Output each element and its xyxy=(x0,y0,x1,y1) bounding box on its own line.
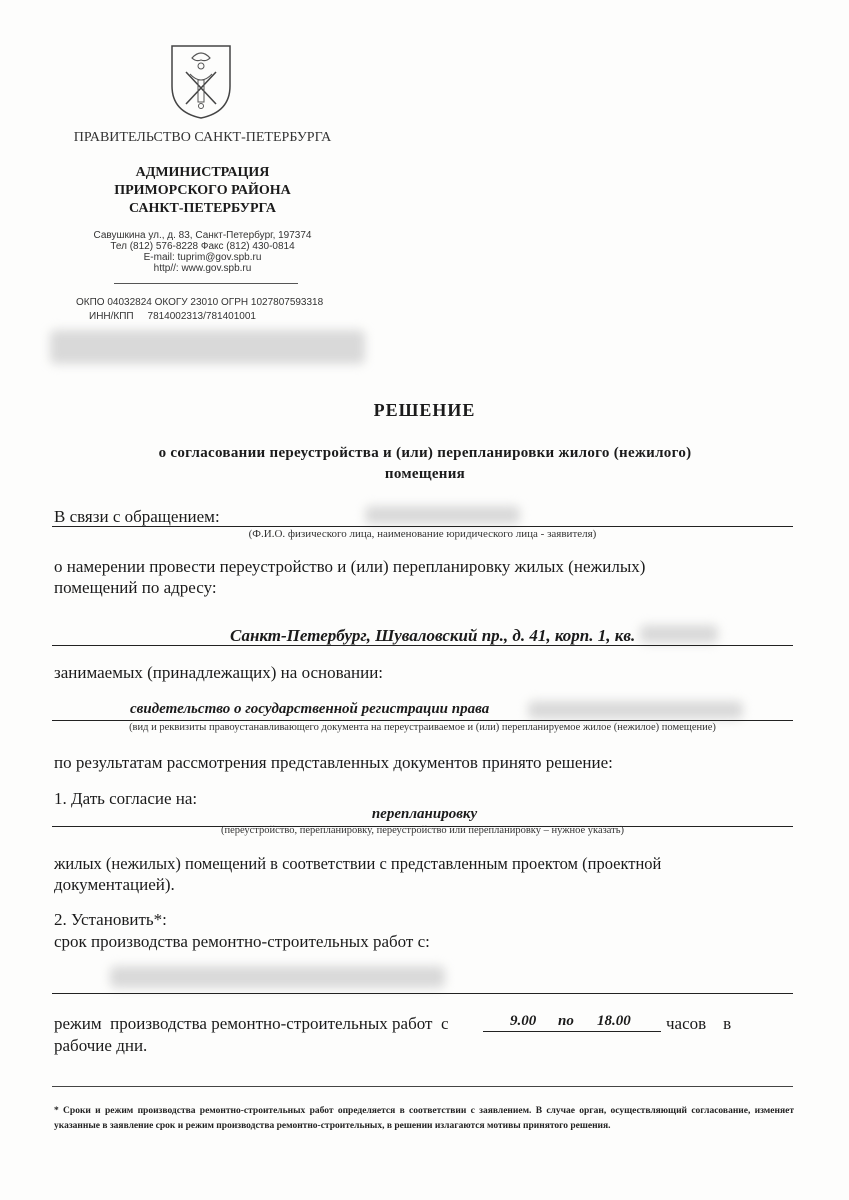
consent-value: перепланировку xyxy=(371,806,478,822)
premises-line1: жилых (нежилых) помещений в соответствии с представленным проектом (проектной xyxy=(54,854,662,873)
basis-value: свидетельство о государственной регистрации права xyxy=(130,701,490,717)
basis-label: занимаемых (принадлежащих) на основании: xyxy=(54,663,384,682)
period-line xyxy=(52,993,793,994)
basis-line xyxy=(52,720,793,721)
appeal-label: В связи с обращением: xyxy=(54,507,220,526)
intent-line1: о намерении провести переустройство и (или) перепланировку жилых (нежилых) xyxy=(54,557,646,576)
subtitle-line1: о согласовании переустройства и (или) перепланировки жилого (нежилого) xyxy=(158,445,692,461)
basis-caption: (вид и реквизиты правоустанавливающего документа на переустраиваемое и (или) перепланируемое жилое (нежилое) помещение) xyxy=(129,722,716,733)
mode-line2: рабочие дни. xyxy=(54,1036,148,1055)
document-title: РЕШЕНИЕ xyxy=(373,400,476,420)
header-divider xyxy=(114,283,298,284)
administration-title xyxy=(40,164,365,218)
inn-kpp: ИНН/КПП 7814002313/781401001 xyxy=(89,311,256,322)
address-text: Савушкина ул., д. 83, Санкт-Петербург, 197374 xyxy=(93,230,312,241)
mode-from: 9.00 xyxy=(510,1013,537,1029)
email-text: E-mail: tuprim@gov.spb.ru xyxy=(143,252,262,263)
redacted-applicant xyxy=(365,506,520,524)
subtitle-line2: помещения xyxy=(384,466,466,482)
phone-text: Тел (812) 576-8228 Факс (812) 430-0814 xyxy=(110,241,295,252)
contact-block xyxy=(40,230,365,274)
address-value: Санкт-Петербург, Шуваловский пр., д. 41, корп. 1, кв. xyxy=(230,626,636,645)
footnote: * Сроки и режим производства ремонтно-строительных работ определяется в соответствии с заявлением. В случае орган, осуществляющий согласование, изменяет указанные в заявление срок и режим производства ремонтно-строительных, в решении излагаются мотивы принятого решения. xyxy=(54,1106,794,1131)
intent-line2: помещений по адресу: xyxy=(54,578,217,597)
redacted-apartment xyxy=(640,625,718,643)
footnote-divider xyxy=(52,1086,793,1087)
consent-caption: (переустройство, перепланировку, переустройство или перепланировку – нужное указать) xyxy=(220,825,625,836)
mode-suffix: часов в xyxy=(666,1014,732,1033)
period-label: срок производства ремонтно-строительных работ с: xyxy=(54,932,430,951)
address-line xyxy=(52,645,793,646)
redacted-certificate xyxy=(528,701,743,719)
redacted-block xyxy=(50,330,365,364)
admin-line3: САНКТ-ПЕТЕРБУРГА xyxy=(128,201,277,216)
redacted-period xyxy=(110,966,445,988)
web-text: http//: www.gov.spb.ru xyxy=(153,263,252,274)
mode-line xyxy=(483,1031,661,1032)
mode-prefix: режим производства ремонтно-строительных работ с xyxy=(54,1014,449,1033)
admin-line1: АДМИНИСТРАЦИЯ xyxy=(135,165,270,180)
premises-line2: документацией). xyxy=(54,875,175,894)
spb-coat-of-arms-icon xyxy=(168,42,234,120)
registry-codes: ОКПО 04032824 ОКОГУ 23010 ОГРН 1027807593318 xyxy=(76,297,324,308)
government-name: ПРАВИТЕЛЬСТВО САНКТ-ПЕТЕРБУРГА xyxy=(73,130,332,145)
appeal-line xyxy=(52,526,793,527)
premises-text xyxy=(54,853,794,895)
mode-po: по xyxy=(558,1013,574,1029)
intent-text xyxy=(54,556,645,598)
mode-to: 18.00 xyxy=(597,1013,631,1029)
item1-label: 1. Дать согласие на: xyxy=(54,789,198,808)
results-text: по результатам рассмотрения представленных документов принято решение: xyxy=(54,753,613,772)
appeal-caption: (Ф.И.О. физического лица, наименование юридического лица - заявителя) xyxy=(248,528,597,540)
document-subtitle xyxy=(30,443,820,485)
admin-line2: ПРИМОРСКОГО РАЙОНА xyxy=(114,183,291,198)
item2-label: 2. Установить*: xyxy=(54,910,167,929)
